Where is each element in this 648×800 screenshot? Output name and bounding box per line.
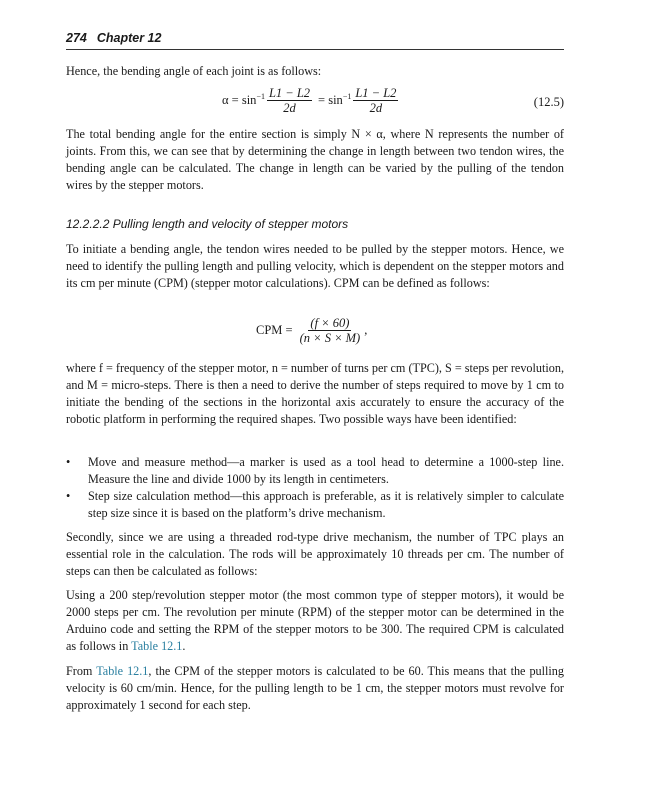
eq1-denominator-1: 2d: [283, 101, 296, 115]
eq2-fraction: [298, 316, 363, 345]
paragraph-secondly: Secondly, since we are using a threaded rod-type drive mechanism, the number of TPC plays an essential role in the calculation. The rods will be approximately 10 threads per cm. The number of steps can then be calculated as follows:: [66, 530, 564, 578]
subsection-title: 12.2.2.2 Pulling length and velocity of stepper motors: [66, 217, 349, 231]
paragraph-from-table: [66, 663, 564, 714]
from-text-pre: From: [66, 664, 97, 678]
paragraph-intro: Hence, the bending angle of each joint is as follows:: [66, 64, 322, 78]
eq2-denominator: (n × S × M): [299, 331, 361, 345]
equation-12-5: [66, 86, 564, 120]
from-text-post: , the CPM of the stepper motors is calculated to be 60. This means that the pulling velocity is 60 cm/min. Hence, for the pulling length to be 1 cm, the stepper motors must revolve for approximately 1 second for each step.: [66, 664, 564, 712]
using-text-end: .: [182, 639, 186, 653]
list-item: • Move and measure method—a marker is used as a tool head to determine a 1000-step line. Measure the line and divide 1000 by its length in centimeters.: [66, 454, 564, 488]
page-number: 274: [66, 31, 87, 45]
eq1-lhs: α = sin: [222, 93, 257, 107]
running-head: [66, 30, 564, 50]
equation-cpm: [66, 316, 564, 352]
eq1-sup: −1: [256, 92, 265, 101]
list-item: • Step size calculation method—this approach is preferable, as it is relatively simpler to calculate step size since it is based on the platform’s drive mechanism.: [66, 488, 564, 522]
table-12-1-link-2[interactable]: Table 12.1: [96, 664, 149, 678]
paragraph-pulling-intro: To initiate a bending angle, the tendon wires needed to be pulled by the stepper motors. Hence, we need to identify the pulling length and pulling velocity, which is dependent on the stepper motors and its cm per minute (CPM) (stepper motor calculations). CPM can be defined as follows:: [66, 242, 564, 290]
equation-body: [222, 86, 400, 115]
eq1-numerator-1: L1 − L2: [268, 86, 311, 100]
eq2-numerator: (f × 60): [310, 316, 350, 330]
chapter-title: Chapter 12: [96, 31, 162, 45]
eq1-mid: = sin: [318, 93, 343, 107]
table-12-1-link[interactable]: Table 12.1: [131, 639, 183, 653]
eq1-sup-2: −1: [342, 92, 352, 101]
paragraph-using-stepper: [66, 587, 564, 655]
eq2-tail: ,: [364, 323, 368, 337]
cpm-equation-body: [256, 316, 367, 345]
eq2-lhs: CPM =: [256, 323, 293, 337]
eq1-fraction-1: [267, 86, 312, 115]
paragraph-total-bending: The total bending angle for the entire section is simply N × α, where N represents the number of joints. From this, we can see that by determining the change in length between two tendon wires, the bending angle can be calculated. The change in length can be varied by the pulling of the tendon wires by the stepper motors.: [66, 127, 564, 192]
paragraph-where-definition: where f = frequency of the stepper motor, n = number of turns per cm (TPC), S = steps per revolution, and M = micro-steps. There is then a need to derive the number of steps required to move by 1 cm to initiate the bending of the sections in the horizontal axis accurately to ensure the accuracy of the robotic platform in performing the required shapes. Two possible ways have been identified:: [66, 361, 564, 426]
using-text: Using a 200 step/revolution stepper motor (the most common type of stepper motors), it would be 2000 steps per cm. The revolution per minute (RPM) of the stepper motor can be determined in the Arduino code and setting the RPM of the stepper motors to be 300. The required CPM is calculated as follows in: [66, 588, 564, 653]
equation-number: (12.5): [533, 95, 564, 109]
eq1-numerator-2: L1 − L2: [355, 86, 397, 100]
methods-list: [66, 454, 564, 522]
eq1-denominator-2: 2d: [369, 101, 383, 115]
eq1-fraction-2: [353, 86, 398, 115]
